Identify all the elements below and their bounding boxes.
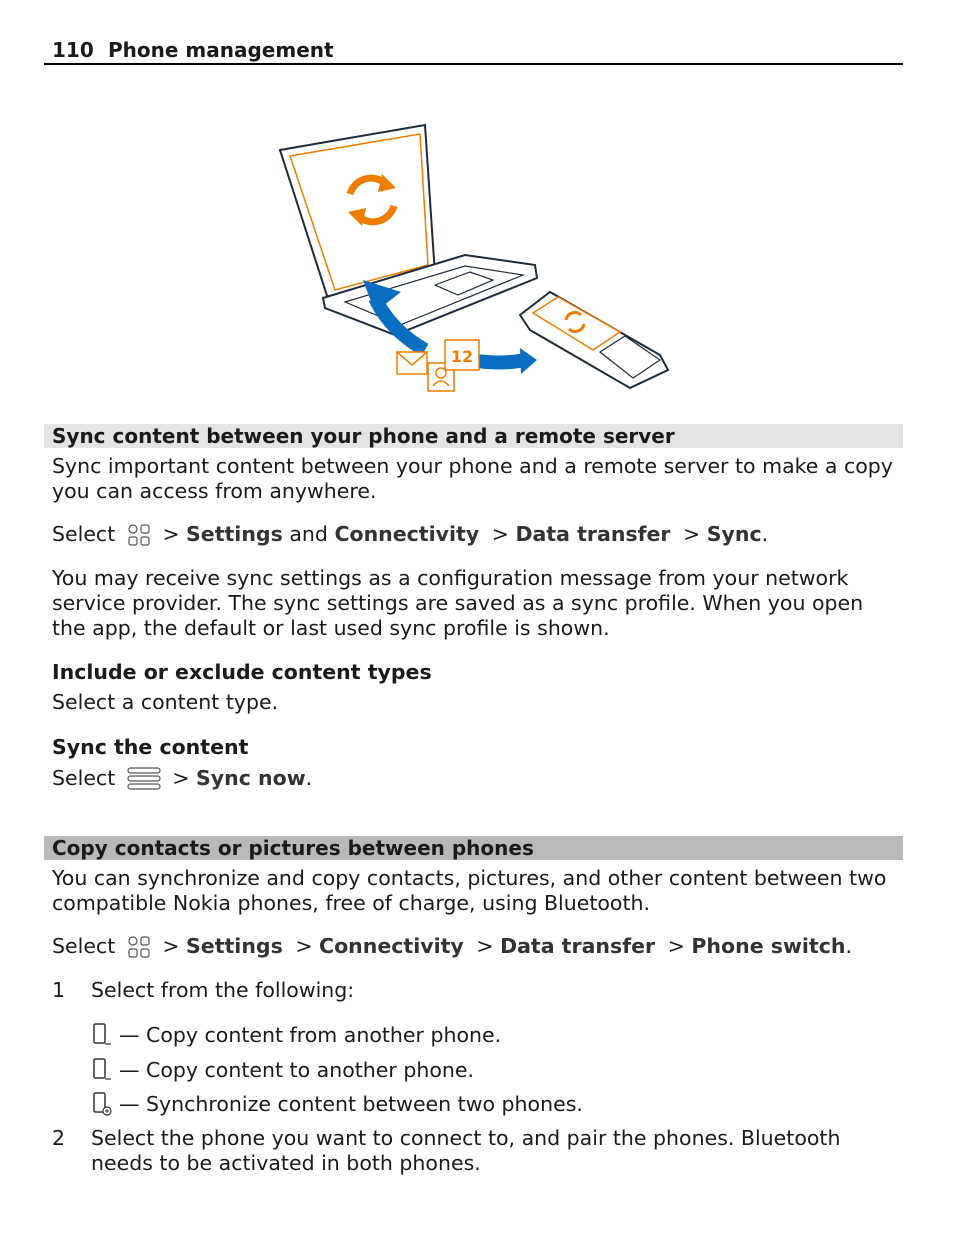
phone-switch-path: Select > Settings > Connectivity > Data transfer > Phone switch. bbox=[52, 934, 852, 958]
section-heading-sync: Sync content between your phone and a remote server bbox=[44, 424, 903, 448]
options-menu-icon bbox=[126, 765, 162, 793]
path-sync-now: Sync now bbox=[196, 766, 306, 790]
step-number: 2 bbox=[52, 1126, 66, 1150]
menu-grid-icon bbox=[126, 934, 152, 960]
page-number: 110 bbox=[52, 38, 94, 62]
option-copy-to: — Copy content to another phone. bbox=[91, 1058, 474, 1083]
path-phone-switch: Phone switch bbox=[691, 934, 846, 958]
path-data-transfer: Data transfer bbox=[515, 522, 671, 546]
include-heading: Include or exclude content types bbox=[52, 660, 432, 684]
option-synchronize: — Synchronize content between two phones. bbox=[91, 1092, 583, 1117]
phone-copy-from-icon bbox=[91, 1023, 113, 1047]
step-text: Select from the following: bbox=[91, 978, 355, 1002]
menu-grid-icon bbox=[126, 522, 152, 548]
path-sync: Sync bbox=[706, 522, 762, 546]
sync-path: Select > Settings and Connectivity > Data transfer > Sync. bbox=[52, 522, 769, 546]
phone-image bbox=[520, 292, 668, 388]
include-text: Select a content type. bbox=[52, 690, 279, 714]
calendar-day: 12 bbox=[450, 347, 474, 366]
path-connectivity: Connectivity bbox=[319, 934, 464, 958]
step-text: Select the phone you want to connect to, and pair the phones. Bluetooth needs to be activated in both phones. bbox=[91, 1126, 841, 1175]
option-copy-from: — Copy content from another phone. bbox=[91, 1023, 501, 1048]
sync-illustration bbox=[275, 120, 675, 400]
sync-heading: Sync the content bbox=[52, 735, 249, 759]
sync-intro: Sync important content between your phone and a remote server to make a copy you can access from anywhere. bbox=[52, 454, 893, 503]
section-heading-copy: Copy contacts or pictures between phones bbox=[44, 836, 903, 860]
sync-config-text: You may receive sync settings as a configuration message from your network service provider. The sync settings are saved as a sync profile. When you open the app, the default or last used sync profile is shown. bbox=[52, 566, 864, 640]
chapter-title: Phone management bbox=[108, 38, 334, 62]
phone-sync-icon bbox=[91, 1092, 113, 1116]
path-settings: Settings bbox=[186, 934, 283, 958]
path-data-transfer: Data transfer bbox=[500, 934, 656, 958]
step-number: 1 bbox=[52, 978, 66, 1002]
phone-copy-to-icon bbox=[91, 1058, 113, 1082]
path-settings: Settings bbox=[186, 522, 283, 546]
copy-intro: You can synchronize and copy contacts, pictures, and other content between two compatible Nokia phones, free of charge, using Bluetooth. bbox=[52, 866, 887, 915]
page-header bbox=[44, 38, 903, 65]
path-connectivity: Connectivity bbox=[334, 522, 480, 546]
sync-now-path: Select > Sync now. bbox=[52, 765, 902, 793]
laptop-image bbox=[280, 125, 537, 335]
